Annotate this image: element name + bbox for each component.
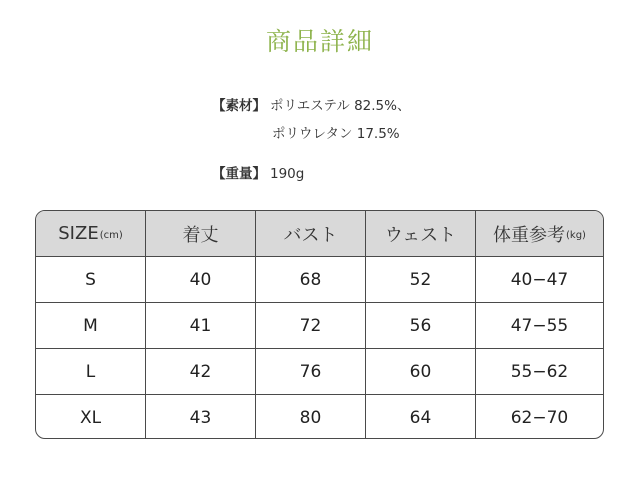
cell-weight: 47−55 — [475, 303, 603, 348]
page-title: 商品詳細 — [265, 27, 374, 56]
cell-weight: 40−47 — [475, 257, 603, 302]
cell-length: 40 — [145, 257, 255, 302]
cell-length: 43 — [145, 395, 255, 439]
cell-length: 41 — [145, 303, 255, 348]
cell-waist: 64 — [365, 395, 475, 439]
weight-spec — [212, 162, 304, 182]
material-spec-line2 — [272, 122, 400, 142]
cell-bust: 76 — [255, 349, 365, 394]
table-row — [36, 394, 603, 439]
cell-size: L — [85, 361, 96, 382]
table-header-row — [36, 211, 603, 256]
header-waist: ウェスト — [365, 211, 475, 256]
cell-bust: 68 — [255, 257, 365, 302]
weight-value: 190g — [270, 166, 305, 182]
header-weight — [475, 211, 603, 256]
cell-bust: 72 — [255, 303, 365, 348]
material-value-line1: ポリエステル 82.5%、 — [270, 98, 411, 114]
cell-size: XL — [79, 407, 102, 428]
cell-size: S — [85, 269, 96, 290]
cell-waist: 52 — [365, 257, 475, 302]
material-value-line2: ポリウレタン 17.5% — [272, 126, 400, 142]
header-bust: バスト — [255, 211, 365, 256]
material-label: 【素材】 — [212, 98, 266, 114]
header-length: 着丈 — [145, 211, 255, 256]
table-row — [36, 348, 603, 394]
header-size-unit: (cm) — [99, 230, 123, 241]
cell-weight: 55−62 — [475, 349, 603, 394]
cell-size: M — [83, 315, 98, 336]
weight-label: 【重量】 — [212, 166, 266, 182]
header-weight-unit: (kg) — [566, 230, 586, 241]
cell-waist: 56 — [365, 303, 475, 348]
header-weight-label: 体重参考 — [493, 224, 566, 246]
cell-length: 42 — [145, 349, 255, 394]
header-size-label: SIZE — [58, 223, 99, 244]
table-row — [36, 256, 603, 302]
cell-bust: 80 — [255, 395, 365, 439]
cell-weight: 62−70 — [475, 395, 603, 439]
material-spec — [212, 94, 410, 114]
size-table — [35, 210, 604, 439]
table-row — [36, 302, 603, 348]
cell-waist: 60 — [365, 349, 475, 394]
header-size — [36, 211, 145, 256]
